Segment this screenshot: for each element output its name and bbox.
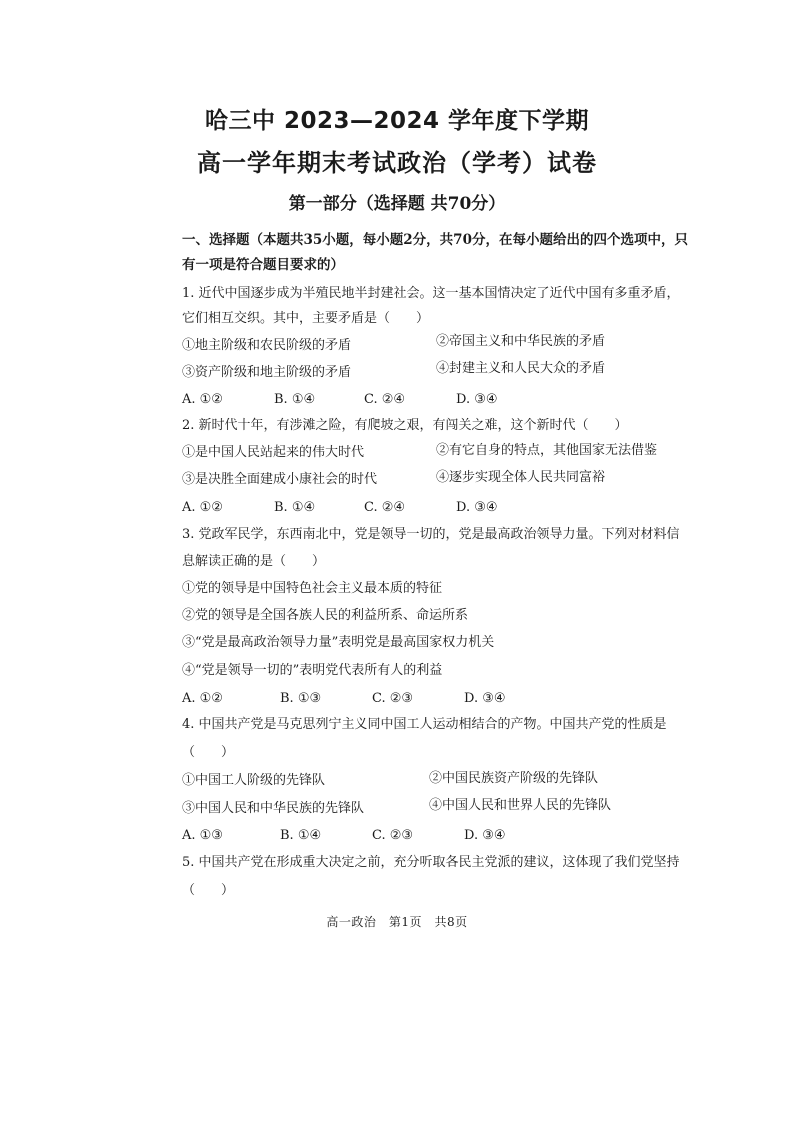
question-1-stem-line2: 它们相互交织。其中，主要矛盾是（ ） <box>182 311 430 326</box>
question-2-option-2: ②有它自身的特点，其他国家无法借鉴 <box>436 443 658 458</box>
choice-b[interactable]: B. ①③ <box>280 691 322 706</box>
question-1-option-4: ④封建主义和人民大众的矛盾 <box>436 361 606 376</box>
section-heading-line2: 有一项是符合题目要求的） <box>182 257 344 273</box>
question-3-choices <box>182 690 506 708</box>
question-1-option-3: ③资产阶级和地主阶级的矛盾 <box>182 365 352 380</box>
choice-a[interactable]: A. ①② <box>182 691 223 706</box>
question-1-option-2: ②帝国主义和中华民族的矛盾 <box>436 334 606 349</box>
page-footer: 高一政治 第1页 共8页 <box>326 915 468 929</box>
question-4-option-1: ①中国工人阶级的先锋队 <box>182 773 326 788</box>
choice-a[interactable]: A. ①② <box>182 500 223 515</box>
choice-c[interactable]: C. ②④ <box>364 500 406 515</box>
choice-d[interactable]: D. ③④ <box>464 828 506 843</box>
question-4-option-2: ②中国民族资产阶级的先锋队 <box>429 771 599 786</box>
part-title: 第一部分（选择题 共70分） <box>288 194 506 214</box>
question-1-stem-line1: 1. 近代中国逐步成为半殖民地半封建社会。这一基本国情决定了近代中国有多重矛盾， <box>182 286 680 301</box>
choice-a[interactable]: A. ①② <box>182 392 223 407</box>
question-5-stem-line1: 5. 中国共产党在形成重大决定之前，充分听取各民主党派的建议，这体现了我们党坚持 <box>182 855 680 870</box>
question-4-option-4: ④中国人民和世界人民的先锋队 <box>429 798 612 813</box>
question-2-choices <box>182 499 498 517</box>
question-3-stem-line2: 息解读正确的是（ ） <box>182 554 326 569</box>
exam-title-line2: 高一学年期末考试政治（学考）试卷 <box>197 149 597 177</box>
choice-b[interactable]: B. ①④ <box>274 500 316 515</box>
question-3-option-1: ①党的领导是中国特色社会主义最本质的特征 <box>182 581 443 596</box>
question-1-choices <box>182 391 498 409</box>
section-heading-line1: 一、选择题（本题共35小题，每小题2分，共70分，在每小题给出的四个选项中，只 <box>182 232 688 248</box>
question-4-stem-line1: 4. 中国共产党是马克思列宁主义同中国工人运动相结合的产物。中国共产党的性质是 <box>182 717 667 732</box>
question-3-option-4: ④“党是领导一切的”表明党代表所有人的利益 <box>182 663 443 678</box>
question-3-stem-line1: 3. 党政军民学，东西南北中，党是领导一切的，党是最高政治领导力量。下列对材料信 <box>182 527 680 542</box>
question-2-stem-line1: 2. 新时代十年，有涉滩之险，有爬坡之艰，有闯关之难，这个新时代（ ） <box>182 418 628 433</box>
question-3-option-3: ③“党是最高政治领导力量”表明党是最高国家权力机关 <box>182 635 495 650</box>
choice-b[interactable]: B. ①④ <box>280 828 322 843</box>
choice-d[interactable]: D. ③④ <box>464 691 506 706</box>
question-1-option-1: ①地主阶级和农民阶级的矛盾 <box>182 338 352 353</box>
choice-b[interactable]: B. ①④ <box>274 392 316 407</box>
choice-a[interactable]: A. ①③ <box>182 828 223 843</box>
question-4-stem-line2: （ ） <box>182 745 235 760</box>
choice-c[interactable]: C. ②③ <box>372 828 414 843</box>
choice-d[interactable]: D. ③④ <box>456 500 498 515</box>
question-2-option-4: ④逐步实现全体人民共同富裕 <box>436 470 606 485</box>
choice-c[interactable]: C. ②③ <box>372 691 414 706</box>
choice-c[interactable]: C. ②④ <box>364 392 406 407</box>
question-3-option-2: ②党的领导是全国各族人民的利益所系、命运所系 <box>182 608 469 623</box>
question-2-option-3: ③是决胜全面建成小康社会的时代 <box>182 472 378 487</box>
question-5-stem-line2: （ ） <box>182 883 235 898</box>
question-4-option-3: ③中国人民和中华民族的先锋队 <box>182 801 365 816</box>
question-4-choices <box>182 827 506 845</box>
choice-d[interactable]: D. ③④ <box>456 392 498 407</box>
exam-title-line1: 哈三中 2023—2024 学年度下学期 <box>204 108 590 134</box>
question-2-option-1: ①是中国人民站起来的伟大时代 <box>182 445 365 460</box>
